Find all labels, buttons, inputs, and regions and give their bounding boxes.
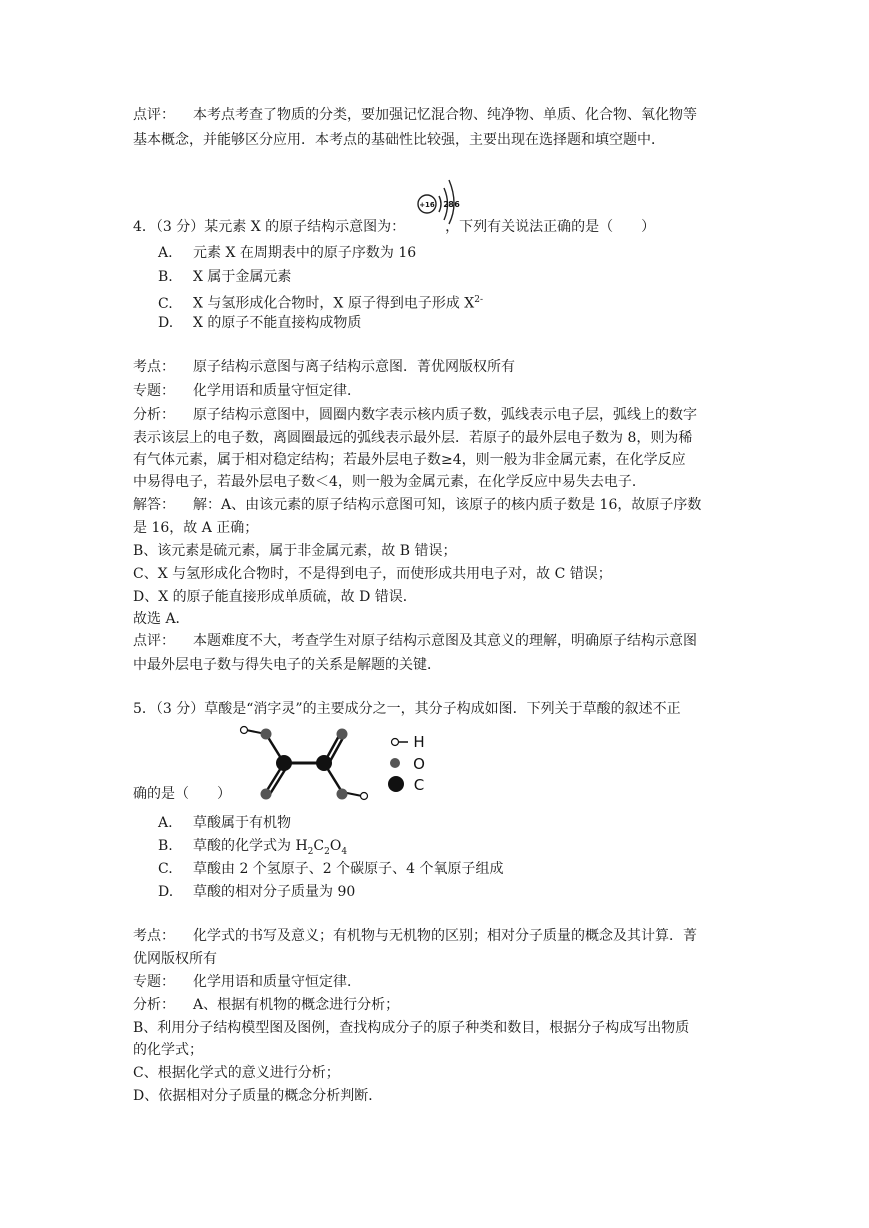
oxygen-atom: [261, 789, 272, 800]
q4-option-c[interactable]: C. X 与氢形成化合物时，X 原子得到电子形成 $X^{2-}$: [158, 295, 484, 312]
q4-stem-before: 4．（3 分）某元素 X 的原子结构示意图为：: [133, 219, 406, 235]
q5-fenxi: 分析： A、根据有机物的概念进行分析；: [133, 997, 400, 1013]
molecule-legend: [386, 728, 446, 794]
q4-fenxi-3: 有气体元素，属于相对稳定结构；若最外层电子数≥4，则一般为非金属元素，在化学反应: [133, 452, 686, 468]
q5-option-a[interactable]: A. 草酸属于有机物: [158, 815, 291, 831]
svg-text:2: 2: [443, 200, 449, 209]
carbon-atom: [276, 755, 292, 771]
q4-dianping-2: 中最外层电子数与得失电子的关系是解题的关键．: [133, 657, 441, 673]
review-line-2: 基本概念，并能够区分应用．本考点的基础性比较强，主要出现在选择题和填空题中．: [133, 132, 665, 148]
q5-fenxi-5: D、依据相对分子质量的概念分析判断．: [133, 1088, 383, 1104]
carbon-atom: [316, 755, 332, 771]
q4-option-b[interactable]: B. X 属于金属元素: [158, 269, 292, 285]
q4-jieda: 解答： 解：A、由该元素的原子结构示意图可知，该原子的核内质子数是 16，故原子序数: [133, 497, 702, 513]
q4-option-d[interactable]: D. X 的原子不能直接构成物质: [158, 315, 362, 331]
q5-kaodian: 考点： 化学式的书写及意义；有机物与无机物的区别；相对分子质量的概念及其计算．菁: [133, 928, 697, 944]
legend-o-label: O: [413, 755, 425, 773]
q4-dianping: 点评： 本题难度不大，考查学生对原子结构示意图及其意义的理解，明确原子结构示意图: [133, 633, 697, 649]
legend-c-label: C: [413, 776, 425, 794]
q5-fenxi-2: B、利用分子结构模型图及图例，查找构成分子的原子种类和数目，根据分子构成写出物质: [133, 1020, 690, 1036]
oxygen-atom: [261, 729, 272, 740]
q4-jieda-5: D、X 的原子能直接形成单质硫，故 D 错误．: [133, 589, 417, 605]
q4-jieda-6: 故选 A．: [133, 611, 190, 627]
q4-stem-after: ，下列有关说法正确的是（ ）: [445, 219, 656, 235]
svg-text:8: 8: [448, 200, 454, 209]
svg-text:6: 6: [454, 200, 460, 209]
q5-fenxi-4: C、根据化学式的意义进行分析；: [133, 1065, 340, 1081]
oxygen-atom: [337, 789, 348, 800]
q5-kaodian-2: 优网版权所有: [133, 951, 217, 967]
q4-fenxi: 分析： 原子结构示意图中，圆圈内数字表示核内质子数，弧线表示电子层，弧线上的数字: [133, 407, 697, 423]
q5-option-b[interactable]: B. 草酸的化学式为 $H_2C_2O_4$: [158, 838, 348, 857]
oxalic-acid-molecule-model: [236, 722, 376, 804]
q5-fenxi-3: 的化学式；: [133, 1042, 203, 1058]
q4-fenxi-2: 表示该层上的电子数，离圆圈最远的弧线表示最外层．若原子的最外层电子数为 8，则为稀: [133, 430, 693, 446]
q4-kaodian: 考点： 原子结构示意图与离子结构示意图．菁优网版权所有: [133, 359, 515, 375]
review-text-1: 本考点考查了物质的分类，要加强记忆混合物、纯净物、单质、化合物、氧化物等: [193, 107, 697, 123]
oxygen-atom: [337, 729, 348, 740]
q4-jieda-4: C、X 与氢形成化合物时，不是得到电子，而使形成共用电子对，故 C 错误；: [133, 566, 612, 582]
q4-stem: [133, 217, 655, 237]
q5-zhuanti: 专题： 化学用语和质量守恒定律．: [133, 974, 361, 990]
q4-fenxi-4: 中易得电子，若最外层电子数＜4，则一般为金属元素，在化学反应中易失去电子．: [133, 474, 646, 490]
q5-option-d[interactable]: D. 草酸的相对分子质量为 90: [158, 884, 356, 900]
review-label: 点评：: [133, 107, 175, 123]
q4-zhuanti: 专题： 化学用语和质量守恒定律．: [133, 383, 361, 399]
atom-nucleus-label: +16: [419, 201, 435, 209]
q5-option-c[interactable]: C. 草酸由 2 个氢原子、2 个碳原子、4 个氧原子组成: [158, 861, 504, 877]
atom-structure-diagram: [415, 176, 465, 220]
review-line-1: [133, 105, 697, 125]
q5-stem-2: 确的是（ ）: [133, 786, 231, 802]
legend-h-label: H: [413, 733, 425, 751]
q4-jieda-3: B、该元素是硫元素，属于非金属元素，故 B 错误；: [133, 543, 457, 559]
hydrogen-atom: [241, 727, 248, 734]
hydrogen-atom: [361, 793, 368, 800]
q5-stem-1: 5．（3 分）草酸是“消字灵”的主要成分之一，其分子构成如图．下列关于草酸的叙述不正: [133, 701, 681, 717]
q4-option-a[interactable]: A. 元素 X 在周期表中的原子序数为 16: [158, 245, 417, 261]
q4-jieda-2: 是 16，故 A 正确；: [133, 520, 259, 536]
